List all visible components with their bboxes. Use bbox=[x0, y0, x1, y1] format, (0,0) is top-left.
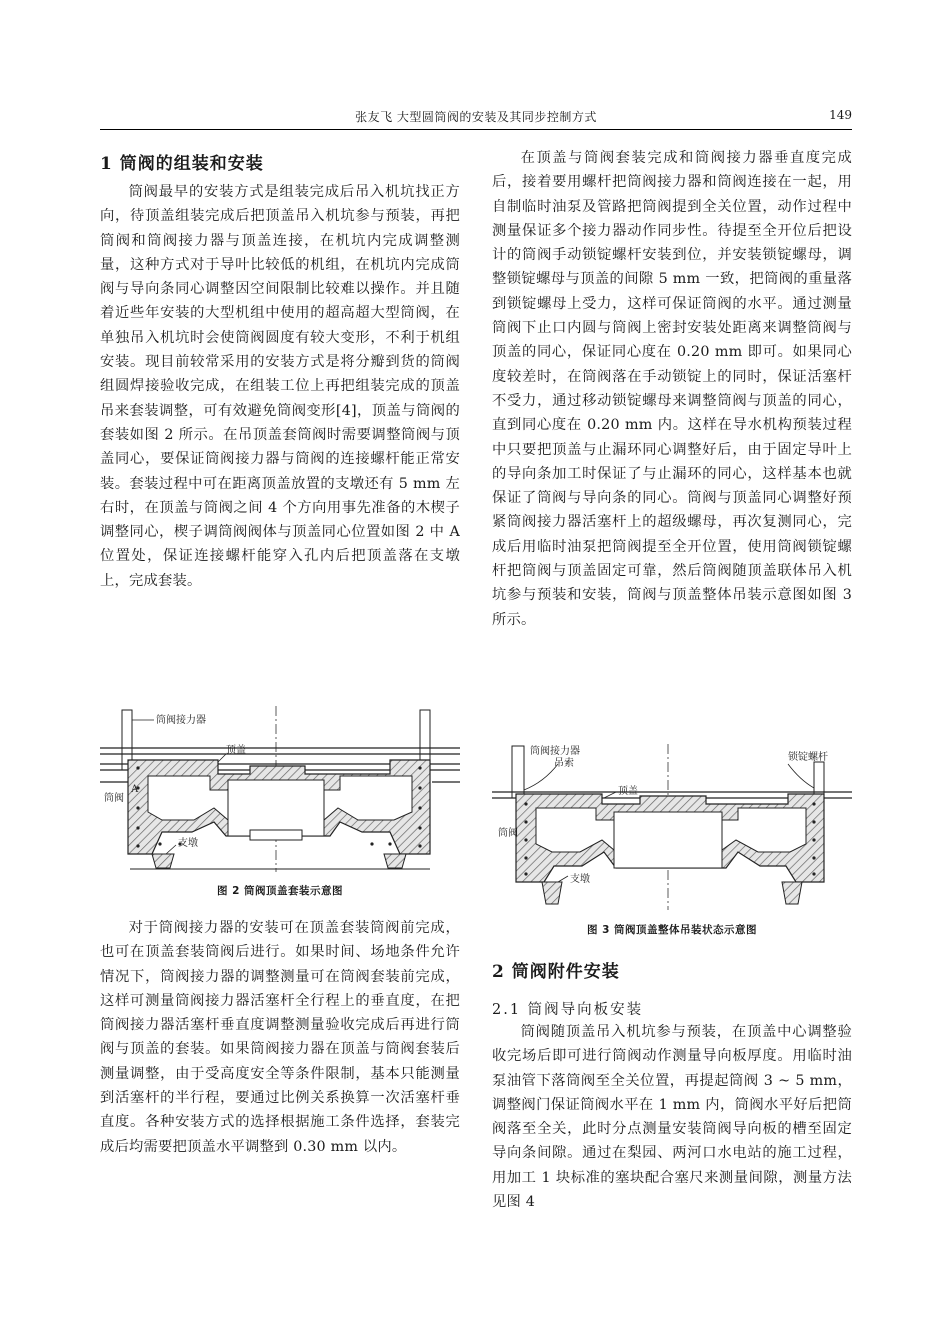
fig3-label-pier: 支墩 bbox=[570, 874, 590, 885]
section-1-heading: 1 筒阀的组装和安装 bbox=[100, 154, 264, 174]
pier-left bbox=[152, 854, 174, 868]
pier-right bbox=[782, 882, 802, 904]
figure-2 bbox=[100, 704, 460, 874]
fig2-label-actuator: 筒阀接力器 bbox=[156, 715, 206, 726]
fig3-label-lock: 锁锭螺杆 bbox=[788, 752, 828, 763]
section-2-heading: 2 筒阀附件安装 bbox=[492, 962, 620, 982]
right-paragraph-1: 在顶盖与筒阀套装完成和筒阀接力器垂直度完成后，接着要用螺杆把筒阀接力器和筒阀连接在一起，用自制临时油泵及管路把筒阀提到全关位置，动作过程中测量保证多个接力器动作同步性。待提至全开位后把设计的筒阀手动锁锭螺杆安装到位，并安装锁锭螺母，调整锁锭螺母与顶盖的间隙 5 mm 一致，把筒阀的重量落到锁锭螺母上受力，这样可保证筒阀的水平。通过测量筒阀下止口内圆与筒阀上密封安装处距离来调整筒阀与顶盖的同心，保证同心度在 0.20 mm 即可。如果同心度较差时，在筒阀落在手动锁锭上的同时，保证活塞杆不受力，通过移动锁锭螺母来调整筒阀与顶盖的同心，直到同心度在 0.20 mm 内。这样在导水机构预装过程中只要把顶盖与止漏环同心调整好后，由于固定导叶上的导向条加工时保证了与止漏环的同心，这样基本也就保证了筒阀与导向条的同心。筒阀与顶盖同心调整好预紧筒阀接力器活塞杆上的超级螺母，再次复测同心，完成后用临时油泵把筒阀提至全开位置，使用筒阀锁锭螺杆把筒阀与顶盖固定可靠，然后筒阀随顶盖联体吊入机坑参与预装和安装，筒阀与顶盖整体吊装示意图如图 3 所示。 bbox=[492, 150, 852, 628]
header-rule bbox=[100, 129, 852, 130]
page-number: 149 bbox=[829, 108, 852, 122]
pier-right bbox=[384, 854, 406, 868]
right-paragraph-2: 筒阀随顶盖吊入机坑参与预装，在顶盖中心调整验收完场后即可进行筒阀动作测量导向板厚度。用临时油泵油管下落筒阀至全关位置，再提起筒阀 3 ~ 5 mm，调整阀门保证筒阀水平在 1 mm 内，筒阀水平好后把筒阀落至全关，此时分点测量安装筒阀导向板的槽至固定导向条间隙。通过在梨园、两河口水电站的施工过程，用加工 1 块标准的塞块配合塞尺来测量间隙，测量方法见图 4 bbox=[492, 1024, 852, 1211]
fig3-label-valve: 筒阀 bbox=[498, 828, 518, 839]
fig3-label-sling: 吊索 bbox=[554, 758, 574, 769]
fig3-label-cover: 顶盖 bbox=[618, 786, 638, 797]
figure-2-caption: 图 2 筒阀顶盖套装示意图 bbox=[216, 885, 344, 897]
fig2-label-cover: 顶盖 bbox=[226, 745, 246, 756]
actuator-left bbox=[512, 746, 524, 798]
figure-3-caption: 图 3 筒阀顶盖整体吊装状态示意图 bbox=[586, 924, 758, 936]
page-header bbox=[100, 108, 852, 130]
left-paragraph-2: 对于筒阀接力器的安装可在顶盖套装筒阀前完成，也可在顶盖套装筒阀后进行。如果时间、场地条件允许情况下，筒阀接力器的调整测量可在筒阀套装前完成，这样可测量筒阀接力器活塞杆全行程上的垂直度，在把筒阀接力器活塞杆垂直度调整测量验收完成后再进行筒阀与顶盖的套装。如果筒阀接力器在顶盖与筒阀套装后测量调整，由于受高度安全等条件限制，基本只能测量到活塞杆的半行程，要通过比例关系换算一次活塞杆垂直度。各种安装方式的选择根据施工条件选择，套装完成后均需要把顶盖水平调整到 0.30 mm 以内。 bbox=[100, 920, 460, 1155]
figure-3 bbox=[492, 742, 852, 912]
fig2-label-a: A bbox=[131, 784, 139, 795]
fig3-label-actuator: 筒阀接力器 bbox=[530, 746, 580, 757]
pier-left bbox=[542, 882, 562, 904]
section-2-1-heading: 2.1 筒阀导向板安装 bbox=[492, 1002, 644, 1018]
sling bbox=[524, 764, 558, 790]
left-paragraph-1: 筒阀最早的安装方式是组装完成后吊入机坑找正方向，待顶盖组装完成后把顶盖吊入机坑参与预装，再把筒阀和筒阀接力器与顶盖连接，在机坑内完成调整测量，这种方式对于导叶比较低的机组，在机坑内完成筒阀与导向条同心调整因空间限制比较难以操作。并且随着近些年安装的大型机组中使用的超高超大型筒阀，在单独吊入机坑时会使筒阀圆度有较大变形，不利于机组安装。现目前较常采用的安装方式是将分瓣到货的筒阀组圆焊接验收完成，在组装工位上再把组装完成的顶盖吊来套装调整，可有效避免筒阀变形[4]，顶盖与筒阀的套装如图 2 所示。在吊顶盖套筒阀时需要调整筒阀与顶盖同心，要保证筒阀接力器与筒阀的连接螺杆能正常安装。套装过程中可在距离顶盖放置的支墩还有 5 mm 左右时，在顶盖与筒阀之间 4 个方向用事先准备的木楔子调整同心，楔子调筒阀阀体与顶盖同心位置如图 2 中 A 位置处，保证连接螺杆能穿入孔内后把顶盖落在支墩上，完成套装。 bbox=[100, 184, 460, 589]
fig2-label-valve: 筒阀 bbox=[104, 793, 124, 804]
running-title: 张友飞 大型圆筒阀的安装及其同步控制方式 bbox=[355, 110, 597, 124]
fig2-label-pier: 支墩 bbox=[178, 838, 198, 849]
